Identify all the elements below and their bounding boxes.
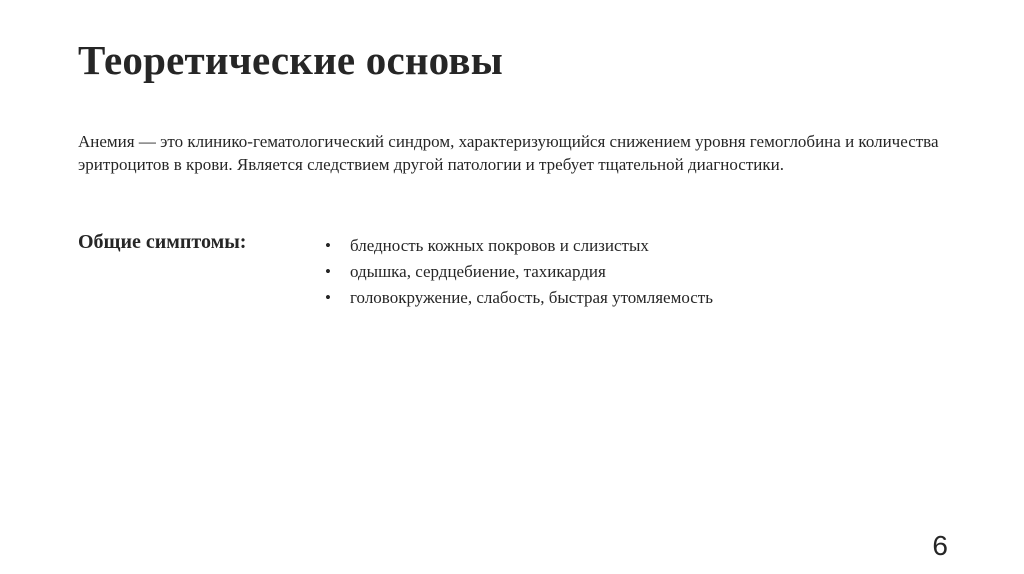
symptom-text: бледность кожных покровов и слизистых [350, 236, 649, 255]
symptom-text: одышка, сердцебиение, тахикардия [350, 262, 606, 281]
bullet-icon: • [325, 262, 331, 281]
bullet-icon: • [325, 236, 331, 255]
list-item [322, 233, 713, 259]
page-number: 6 [932, 530, 948, 561]
symptom-text: головокружение, слабость, быстрая утомляемость [350, 288, 713, 307]
list-item [322, 259, 713, 285]
intro-paragraph: Анемия — это клинико-гематологический синдром, характеризующийся снижением уровня гемоглобина и количества эритроцитов в крови. Является следствием другой патологии и требует тщательной диагностики. [78, 132, 939, 174]
symptoms-heading: Общие симптомы: [78, 231, 247, 253]
symptom-list [322, 233, 713, 311]
bullet-icon: • [325, 288, 331, 307]
list-item [322, 285, 713, 311]
slide-title: Теоретические основы [78, 37, 503, 83]
